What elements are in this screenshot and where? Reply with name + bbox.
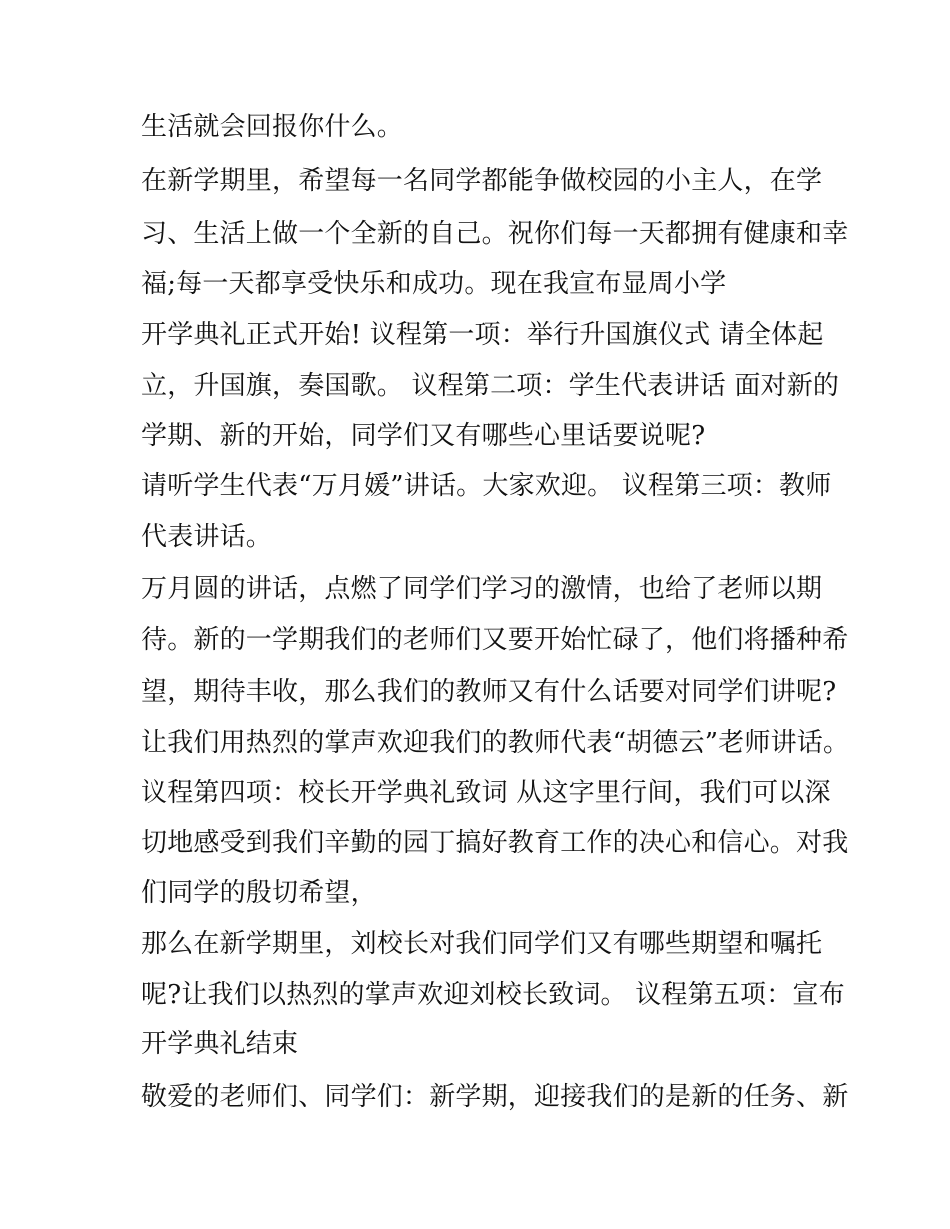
text-line: 们同学的殷切希望， — [141, 878, 377, 908]
text-line: 开学典礼结束 — [141, 1029, 299, 1059]
text-line: 议程第四项：校长开学典礼致词 从这字里行间，我们可以深 — [141, 778, 831, 808]
text-line: 代表讲话。 — [141, 522, 273, 552]
text-line: 立，升国旗，奏国歌。 议程第二项：学生代表讲话 面对新的 — [141, 371, 840, 401]
text-line: 福;每一天都享受快乐和成功。现在我宣布显周小学 — [141, 269, 727, 299]
text-line: 开学典礼正式开始! 议程第一项：举行升国旗仪式 请全体起 — [141, 320, 824, 350]
text-line: 在新学期里，希望每一名同学都能争做校园的小主人，在学 — [141, 166, 823, 196]
text-line: 万月圆的讲话，点燃了同学们学习的激情，也给了老师以期 — [141, 574, 823, 604]
text-line: 望，期待丰收，那么我们的教师又有什么话要对同学们讲呢? — [141, 677, 837, 707]
text-line: 请听学生代表“万月媛”讲话。大家欢迎。 议程第三项：教师 — [141, 471, 832, 501]
text-line: 学期、新的开始，同学们又有哪些心里话要说呢? — [141, 421, 706, 451]
text-line: 待。新的一学期我们的老师们又要开始忙碌了，他们将播种希 — [141, 625, 849, 655]
text-line: 切地感受到我们辛勤的园丁搞好教育工作的决心和信心。对我 — [141, 828, 849, 858]
text-line: 呢?让我们以热烈的掌声欢迎刘校长致词。 议程第五项：宣布 — [141, 980, 845, 1010]
text-line: 让我们用热烈的掌声欢迎我们的教师代表“胡德云”老师讲话。 — [141, 728, 850, 758]
text-line: 习、生活上做一个全新的自己。祝你们每一天都拥有健康和幸 — [141, 219, 849, 249]
text-line: 生活就会回报你什么。 — [141, 112, 404, 142]
text-line: 敬爱的老师们、同学们：新学期，迎接我们的是新的任务、新 — [141, 1082, 849, 1112]
text-line: 那么在新学期里，刘校长对我们同学们又有哪些期望和嘱托 — [141, 929, 823, 959]
